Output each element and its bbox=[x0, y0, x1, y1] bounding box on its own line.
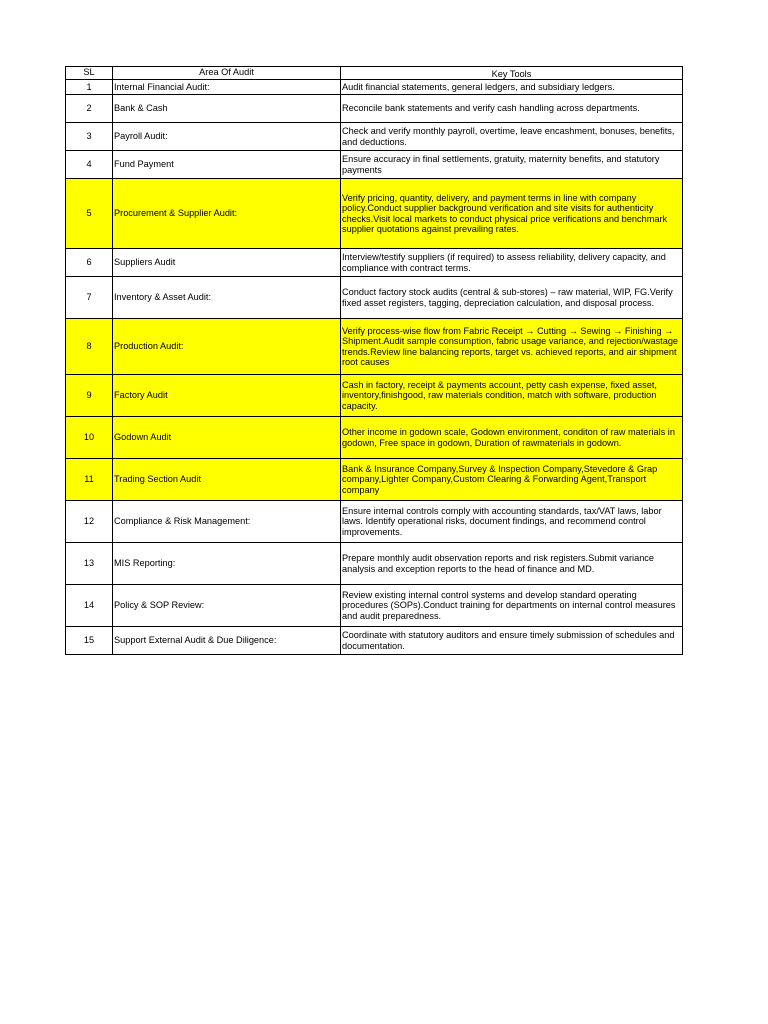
cell-area: Compliance & Risk Management: bbox=[113, 501, 341, 543]
cell-area: Production Audit: bbox=[113, 319, 341, 375]
cell-sl: 4 bbox=[66, 151, 113, 179]
cell-tools: Ensure accuracy in final settlements, gratuity, maternity benefits, and statutory payments bbox=[341, 151, 683, 179]
cell-tools: Verify process-wise flow from Fabric Receipt → Cutting → Sewing → Finishing → Shipment.Audit sample consumption, fabric usage variance, and rejection/wastage trends.Review line balancing reports, target vs. achieved reports, and air shipment root causes bbox=[341, 319, 683, 375]
cell-sl: 2 bbox=[66, 95, 113, 123]
cell-area: Policy & SOP Review: bbox=[113, 585, 341, 627]
cell-tools: Reconcile bank statements and verify cash handling across departments. bbox=[341, 95, 683, 123]
cell-tools: Coordinate with statutory auditors and ensure timely submission of schedules and documentation. bbox=[341, 627, 683, 655]
header-sl: SL bbox=[66, 67, 113, 80]
cell-area: Support External Audit & Due Diligence: bbox=[113, 627, 341, 655]
table-row bbox=[66, 543, 683, 585]
cell-sl: 10 bbox=[66, 417, 113, 459]
cell-tools: Verify pricing, quantity, delivery, and payment terms in line with company policy.Conduct supplier background verification and site visits for authenticity checks.Visit local markets to conduct physical price verifications and benchmark supplier quotations against prevailing rates. bbox=[341, 179, 683, 249]
table-row-highlighted bbox=[66, 319, 683, 375]
cell-area: Suppliers Audit bbox=[113, 249, 341, 277]
cell-sl: 12 bbox=[66, 501, 113, 543]
cell-tools: Prepare monthly audit observation reports and risk registers.Submit variance analysis and exception reports to the head of finance and MD. bbox=[341, 543, 683, 585]
cell-tools: Conduct factory stock audits (central & sub-stores) – raw material, WIP, FG.Verify fixed asset registers, tagging, depreciation calculation, and disposal process. bbox=[341, 277, 683, 319]
table-row bbox=[66, 277, 683, 319]
cell-sl: 1 bbox=[66, 80, 113, 95]
cell-area: Factory Audit bbox=[113, 375, 341, 417]
table-row bbox=[66, 249, 683, 277]
cell-area: Trading Section Audit bbox=[113, 459, 341, 501]
cell-tools: Check and verify monthly payroll, overtime, leave encashment, bonuses, benefits, and deductions. bbox=[341, 123, 683, 151]
header-area-of-audit: Area Of Audit bbox=[113, 67, 341, 80]
table-row bbox=[66, 151, 683, 179]
cell-area: Inventory & Asset Audit: bbox=[113, 277, 341, 319]
cell-area: Godown Audit bbox=[113, 417, 341, 459]
cell-sl: 9 bbox=[66, 375, 113, 417]
table-row-highlighted bbox=[66, 417, 683, 459]
cell-area: Internal Financial Audit: bbox=[113, 80, 341, 95]
table-header-row bbox=[66, 67, 683, 80]
audit-table bbox=[65, 66, 683, 655]
cell-sl: 5 bbox=[66, 179, 113, 249]
cell-tools: Other income in godown scale, Godown environment, conditon of raw materials in godown, Free space in godown, Duration of rawmaterials in godown. bbox=[341, 417, 683, 459]
cell-sl: 14 bbox=[66, 585, 113, 627]
table-row bbox=[66, 627, 683, 655]
cell-tools: Bank & Insurance Company,Survey & Inspection Company,Stevedore & Grap company,Lighter Company,Custom Clearing & Forwarding Agent,Transport company bbox=[341, 459, 683, 501]
cell-area: Procurement & Supplier Audit: bbox=[113, 179, 341, 249]
table-row bbox=[66, 123, 683, 151]
cell-sl: 3 bbox=[66, 123, 113, 151]
cell-area: MIS Reporting: bbox=[113, 543, 341, 585]
cell-sl: 11 bbox=[66, 459, 113, 501]
table-row bbox=[66, 95, 683, 123]
table-row-highlighted bbox=[66, 375, 683, 417]
cell-tools: Interview/testify suppliers (if required) to assess reliability, delivery capacity, and compliance with contract terms. bbox=[341, 249, 683, 277]
table-row bbox=[66, 585, 683, 627]
cell-area: Fund Payment bbox=[113, 151, 341, 179]
cell-tools: Audit financial statements, general ledgers, and subsidiary ledgers. bbox=[341, 80, 683, 95]
cell-sl: 7 bbox=[66, 277, 113, 319]
cell-sl: 6 bbox=[66, 249, 113, 277]
cell-tools: Cash in factory, receipt & payments account, petty cash expense, fixed asset, inventory,finishgood, raw materials condition, match with software, production capacity. bbox=[341, 375, 683, 417]
cell-area: Bank & Cash bbox=[113, 95, 341, 123]
cell-sl: 8 bbox=[66, 319, 113, 375]
cell-tools: Review existing internal control systems and develop standard operating procedures (SOPs).Conduct training for departments on internal control measures and audit preparedness. bbox=[341, 585, 683, 627]
cell-sl: 15 bbox=[66, 627, 113, 655]
table-row-highlighted bbox=[66, 459, 683, 501]
cell-tools: Ensure internal controls comply with accounting standards, tax/VAT laws, labor laws. Identify operational risks, document findings, and recommend control improvements. bbox=[341, 501, 683, 543]
table-row bbox=[66, 501, 683, 543]
cell-area: Payroll Audit: bbox=[113, 123, 341, 151]
header-key-tools: Key Tools bbox=[341, 67, 683, 80]
table-row bbox=[66, 80, 683, 95]
table-row-highlighted bbox=[66, 179, 683, 249]
cell-sl: 13 bbox=[66, 543, 113, 585]
